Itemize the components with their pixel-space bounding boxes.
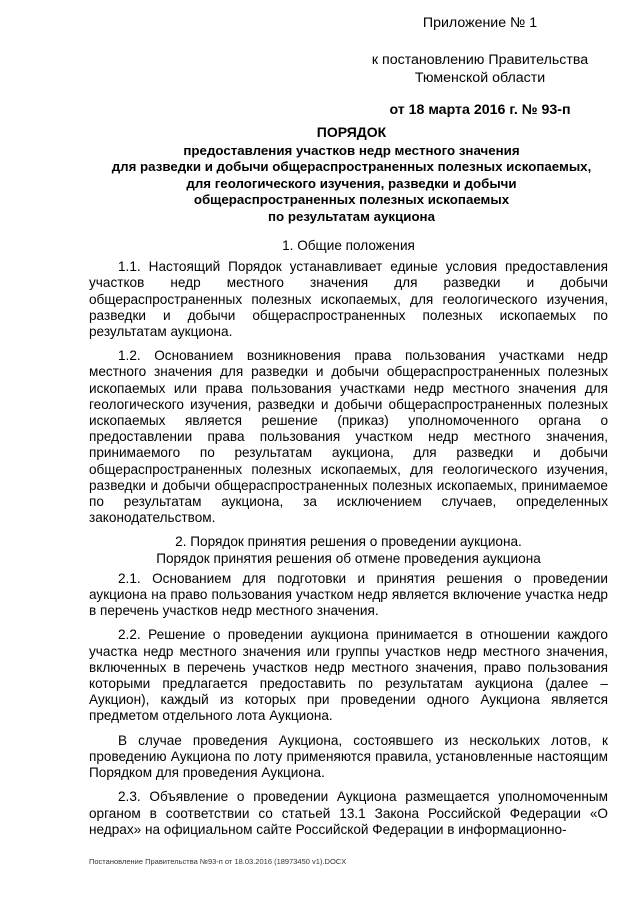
paragraph: 1.1. Настоящий Порядок устанавливает единые условия предоставления участков недр местного значения для разведки и добычи общераспространенных полезных ископаемых, для геологического изучения, разведки и добычи общераспространенных полезных ископаемых по результатам аукциона. [89, 259, 608, 340]
appendix-header [350, 14, 610, 119]
title-line: по результатам аукциона [267, 208, 435, 224]
title-line: для разведки и добычи общераспространенных полезных ископаемых, [111, 159, 592, 174]
paragraph: 2.1. Основанием для подготовки и принятия решения о проведении аукциона на право пользования участком недр является включение участка недр в перечень участков недр местного значения. [89, 570, 608, 619]
title-line: предоставления участков недр местного значения [183, 142, 520, 158]
section-heading-line: 2. Порядок принятия решения о проведении аукциона. [175, 534, 522, 550]
appendix-number: Приложение № 1 [422, 15, 538, 31]
paragraph: 2.3. Объявление о проведении Аукциона размещается уполномоченным органом в соответствии со статьей 13.1 Закона Российской Федерации «О недрах» на официальном сайте Российской Федерации в информационно- [89, 789, 608, 837]
appendix-date: от 18 марта 2016 г. № 93-п [389, 101, 571, 118]
appendix-resolution-line: к постановлению Правительства [371, 51, 589, 68]
paragraph: 1.2. Основанием возникновения права пользования участками недр местного значения для разведки и добычи общераспространенных полезных ископаемых или права пользования участками недр местного значения для геологического изучения, разведки и добычи общераспространенных полезных ископаемых является решение (приказ) уполномоченного органа о предоставлении права пользования участком недр местного значения, принимаемого по результатам аукциона, для разведки и добычи общераспространенных полезных ископаемых, для геологического изучения, разведки и добычи общераспространенных полезных ископаемых, принимаемое по результатам аукциона, за исключением случаев, определенных законодательством. [89, 348, 608, 526]
title-line: общераспространенных полезных ископаемых [193, 192, 510, 207]
page-footer: Постановление Правительства №93-п от 18.03.2016 (18973450 v1).DOCX [89, 857, 347, 866]
appendix-region-line: Тюменской области [414, 70, 546, 86]
title-line: для геологического изучения, разведки и добычи [186, 175, 517, 191]
document-body [89, 238, 608, 846]
section-heading-line: Порядок принятия решения об отмене проведения аукциона [156, 550, 541, 566]
paragraph: 2.2. Решение о проведении аукциона принимается в отношении каждого участка недр местного значения или группы участков недр местного значения, включенных в перечень участков недр местного значения, право пользования которыми предлагается предоставить по результатам аукциона (далее – Аукцион), каждый из которых при проведении одного Аукциона является предметом отдельного лота Аукциона. [89, 627, 608, 724]
document-title [85, 124, 618, 225]
title-main: ПОРЯДОК [316, 124, 387, 140]
section-heading: 1. Общие положения [282, 238, 415, 253]
section-heading [89, 534, 608, 566]
paragraph: В случае проведения Аукциона, состоявшего из нескольких лотов, к проведению Аукциона по лоту применяются правила, установленные настоящим Порядком для проведения Аукциона. [89, 732, 608, 781]
